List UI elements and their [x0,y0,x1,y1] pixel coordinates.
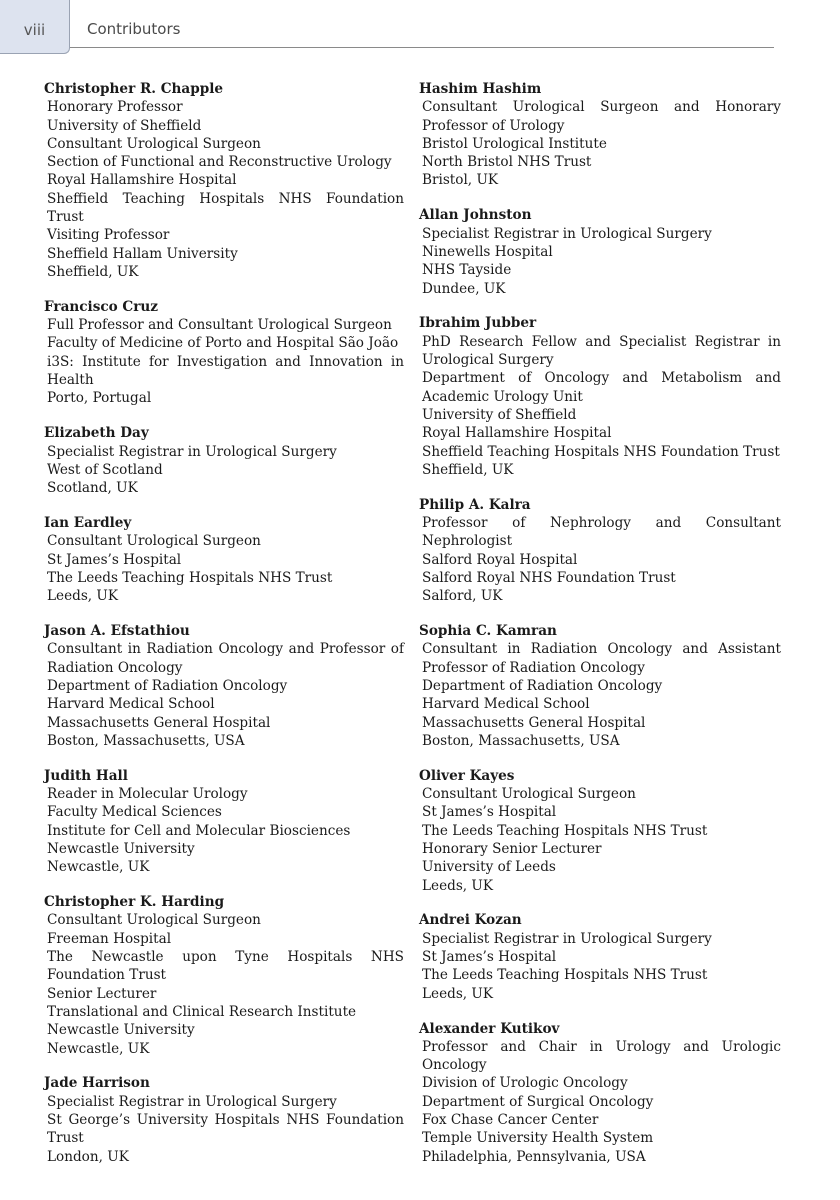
affiliation-line: Temple University Health System [422,1130,654,1147]
affiliation-line: Salford Royal NHS Foundation Trust [422,569,676,586]
affiliation-line: Professor and Chair in Urology and Urologic Oncology [422,1038,781,1074]
contributor-name: Hashim Hashim [419,81,542,97]
affiliation-line: Sheffield, UK [47,263,139,280]
affiliation-line: The Leeds Teaching Hospitals NHS Trust [47,569,333,586]
affiliation-line: Specialist Registrar in Urological Surgery [47,1093,337,1110]
affiliation-line: Royal Hallamshire Hospital [422,425,612,442]
contributor-name: Ibrahim Jubber [419,315,537,332]
affiliation-line: Department of Radiation Oncology [47,677,288,694]
affiliation-line: Visiting Professor [47,227,170,244]
affiliation-line: Harvard Medical School [422,696,590,713]
affiliation-line: Bristol Urological Institute [422,135,607,152]
affiliation-line: NHS Tayside [422,262,512,279]
affiliation-line: Royal Hallamshire Hospital [47,172,237,189]
affiliation-line: Sheffield Teaching Hospitals NHS Foundation Trust [47,190,404,226]
contributor-entry [419,622,781,750]
contributors-column-left [44,80,404,1182]
affiliation-line: Philadelphia, Pennsylvania, USA [422,1148,646,1165]
contributor-name: Oliver Kayes [419,767,515,784]
affiliation-line: Honorary Professor [47,99,183,116]
affiliation-line: Harvard Medical School [47,696,215,713]
contributor-entry [419,206,781,297]
affiliation-line: Leeds, UK [422,877,494,894]
affiliation-line: Porto, Portugal [47,390,152,407]
contributor-name: Sophia C. Kamran [419,623,557,640]
contributor-entry [419,80,781,190]
affiliation-line: Consultant Urological Surgeon [47,533,261,550]
affiliation-line: Newcastle, UK [47,1040,150,1057]
affiliation-line: London, UK [47,1148,129,1165]
page-number: viii [23,20,46,39]
affiliation-line: Bristol, UK [422,172,499,189]
affiliation-line: Massachusetts General Hospital [422,714,646,731]
affiliation-line: Senior Lecturer [47,985,157,1002]
affiliation-line: North Bristol NHS Trust [422,154,592,171]
affiliation-line: Scotland, UK [47,480,138,497]
affiliation-line: Newcastle, UK [47,859,150,876]
affiliation-line: PhD Research Fellow and Specialist Registrar in Urological Surgery [422,333,781,369]
contributor-name: Philip A. Kalra [419,496,531,513]
contributor-name: Christopher K. Harding [44,894,225,911]
affiliation-line: Faculty Medical Sciences [47,804,222,821]
contributor-entry [44,514,404,605]
affiliation-line: Consultant in Radiation Oncology and Assistant Professor of Radiation Oncology [422,641,781,676]
affiliation-line: Salford Royal Hospital [422,551,578,568]
affiliation-line: Sheffield Teaching Hospitals NHS Foundation Trust [422,443,780,460]
affiliation-line: Consultant in Radiation Oncology and Professor of Radiation Oncology [47,641,404,676]
affiliation-line: Consultant Urological Surgeon and Honorary Professor of Urology [422,99,781,134]
contributor-entry [419,1020,781,1166]
affiliation-line: Department of Surgical Oncology [422,1093,654,1110]
affiliation-line: Reader in Molecular Urology [47,786,248,803]
running-title: Contributors [87,20,181,38]
affiliation-line: Massachusetts General Hospital [47,714,271,731]
contributor-name: Jason A. Efstathiou [44,623,190,640]
contributor-name: Andrei Kozan [419,912,522,929]
affiliation-line: Boston, Massachusetts, USA [422,732,620,749]
affiliation-line: St James’s Hospital [422,804,557,821]
affiliation-line: University of Sheffield [422,406,577,423]
affiliation-line: i3S: Institute for Investigation and Innovation in Health [47,353,404,389]
contributor-name: Alexander Kutikov [419,1020,560,1037]
contributor-name: Allan Johnston [419,207,532,224]
affiliation-line: Salford, UK [422,588,503,605]
contributor-entry [419,767,781,895]
affiliation-line: Division of Urologic Oncology [422,1075,628,1092]
affiliation-line: Honorary Senior Lecturer [422,840,602,857]
contributor-entry [44,1074,404,1165]
contributor-entry [44,893,404,1058]
affiliation-line: Institute for Cell and Molecular Biosciences [47,822,351,839]
affiliation-line: Fox Chase Cancer Center [422,1112,599,1128]
affiliation-line: Dundee, UK [422,280,506,297]
affiliation-line: West of Scotland [47,461,163,478]
affiliation-line: Specialist Registrar in Urological Surgery [422,225,712,242]
affiliation-line: Full Professor and Consultant Urological Surgeon [47,317,392,334]
affiliation-line: University of Leeds [422,859,556,876]
affiliation-line: The Leeds Teaching Hospitals NHS Trust [422,967,708,984]
affiliation-line: Professor of Nephrology and Consultant Nephrologist [422,515,781,550]
affiliation-line: Faculty of Medicine of Porto and Hospital São João [47,335,399,352]
affiliation-line: Leeds, UK [47,588,119,605]
page-number-tab [0,0,70,54]
contributor-name: Jade Harrison [44,1075,150,1092]
affiliation-line: Specialist Registrar in Urological Surgery [47,443,337,460]
affiliation-line: The Newcastle upon Tyne Hospitals NHS Foundation Trust [47,949,404,984]
affiliation-line: Boston, Massachusetts, USA [47,732,245,749]
affiliation-line: The Leeds Teaching Hospitals NHS Trust [422,822,708,839]
affiliation-line: Newcastle University [47,1022,195,1039]
contributor-entry [44,80,404,281]
affiliation-line: Specialist Registrar in Urological Surgery [422,930,712,947]
affiliation-line: St James’s Hospital [422,949,557,966]
contributor-entry [419,496,781,606]
contributor-entry [44,424,404,497]
affiliation-line: University of Sheffield [47,117,202,134]
contributor-entry [44,298,404,408]
affiliation-line: Consultant Urological Surgeon [422,786,636,803]
contributor-name: Christopher R. Chapple [44,81,224,97]
affiliation-line: Sheffield Hallam University [47,245,238,262]
contributor-name: Ian Eardley [44,515,132,532]
contributor-name: Judith Hall [44,767,128,784]
contributor-name: Elizabeth Day [44,425,149,442]
affiliation-line: Department of Oncology and Metabolism and Academic Urology Unit [422,370,781,405]
affiliation-line: Consultant Urological Surgeon [47,912,261,929]
affiliation-line: Department of Radiation Oncology [422,677,663,694]
contributor-entry [419,314,781,479]
contributor-entry [44,622,404,750]
affiliation-line: Newcastle University [47,840,195,857]
affiliation-line: St James’s Hospital [47,551,182,568]
contributors-column-right [419,80,781,1182]
affiliation-line: Freeman Hospital [47,930,172,947]
affiliation-line: Consultant Urological Surgeon [47,135,261,152]
affiliation-line: Sheffield, UK [422,461,514,478]
affiliation-line: Leeds, UK [422,985,494,1002]
contributor-entry [419,911,781,1002]
affiliation-line: Ninewells Hospital [422,243,553,260]
contributor-name: Francisco Cruz [44,298,159,315]
header-rule [70,47,774,48]
contributor-entry [44,767,404,877]
affiliation-line: Section of Functional and Reconstructive Urology [47,154,392,171]
affiliation-line: St George’s University Hospitals NHS Foundation Trust [47,1112,404,1147]
affiliation-line: Translational and Clinical Research Institute [47,1003,357,1020]
